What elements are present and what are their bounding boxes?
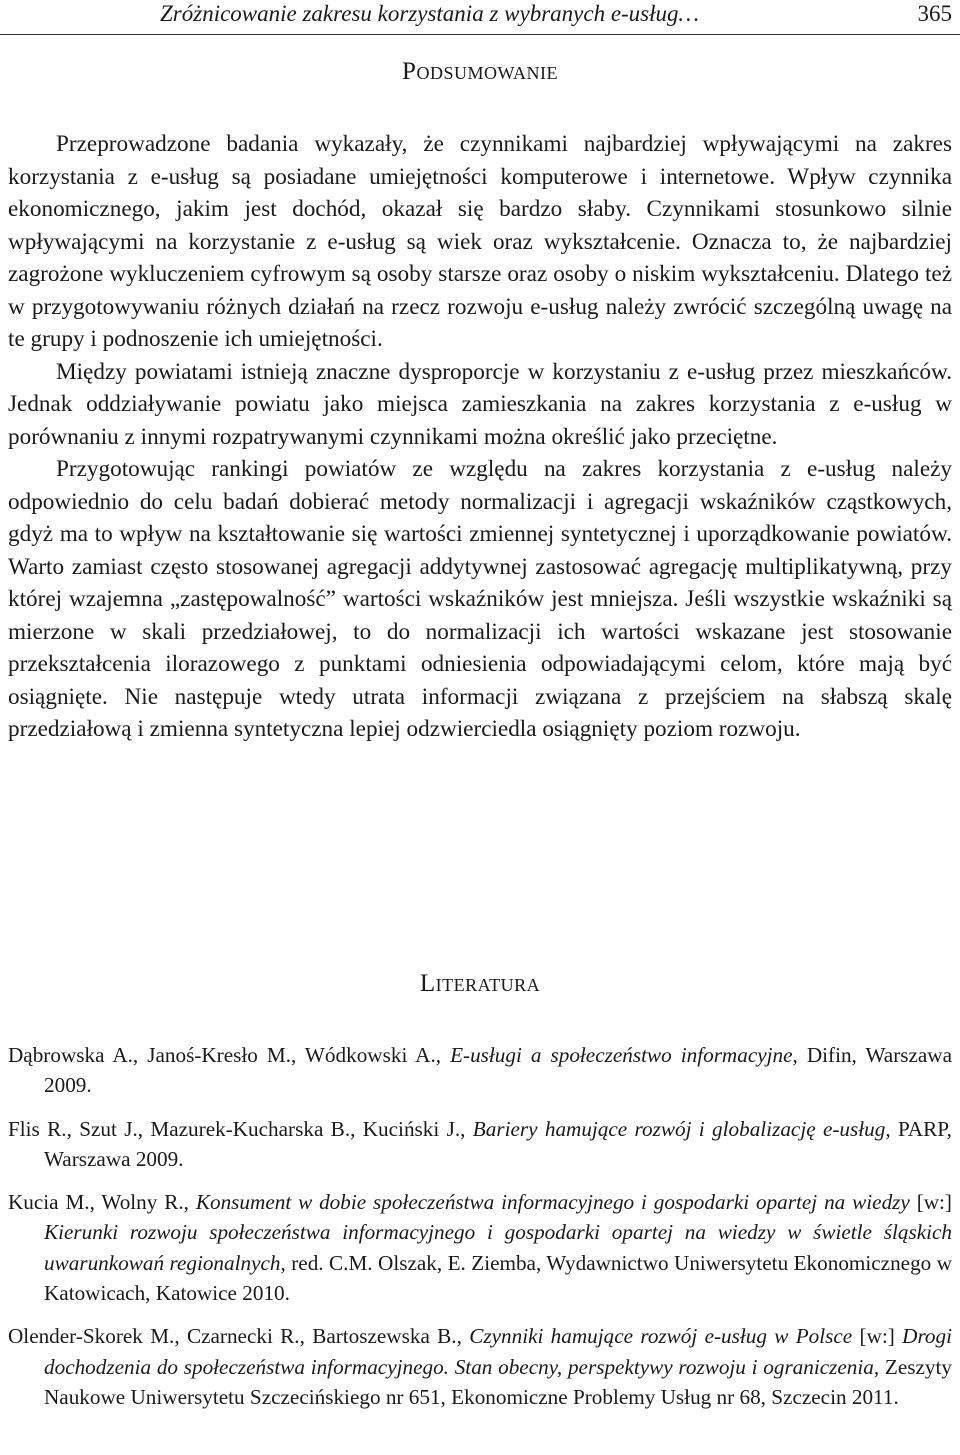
reference-details: , PARP, Warszawa 2009. [44,1116,952,1171]
reference-authors: Olender-Skorek M., Czarnecki R., Bartoszewska B., [8,1324,470,1349]
reference-title: Czynniki hamujące rozwój e-usług w Polsce [469,1324,853,1349]
summary-paragraph: Przeprowadzone badania wykazały, że czynnikami najbardziej wpływającymi na zakres korzystania z e-usług są posiadane umiejętności komputerowe i internetowe. Wpływ czynnika ekonomicznego, jakim jest dochód, okazał się bardzo słaby. Czynnikami stosunkowo silnie wpływającymi na korzystanie z e-usług są wiek oraz wykształcenie. Oznacza to, że najbardziej zagrożone wykluczeniem cyfrowym są osoby starsze oraz osoby o niskim wykształceniu. Dlatego też w przygotowywaniu różnych działań na rzecz rozwoju e-usług należy zwrócić szczególną uwagę na te grupy i podnoszenie ich umiejętności. [8,131,952,352]
page-number: 365 [917,1,952,26]
reference-details: , Difin, Warszawa 2009. [44,1043,953,1098]
reference-title: Konsument w dobie społeczeństwa informacyjnego i gospodarki opartej na wiedzy [195,1190,910,1215]
reference-item [8,1321,952,1412]
reference-book-title: Kierunki rozwoju społeczeństwa informacyjnego i gospodarki opartej na wiedzy w świetle śląskich uwarunkowań regionalnych [44,1220,952,1275]
summary-body [8,128,952,746]
literature-heading: Literatura [419,970,541,997]
reference-authors: Kucia M., Wolny R., [8,1190,196,1215]
summary-heading: Podsumowanie [402,58,558,85]
reference-connector: [w:] [852,1324,903,1349]
reference-item [8,1040,952,1101]
reference-item [8,1114,952,1175]
reference-details: , red. C.M. Olszak, E. Ziemba, Wydawnictwo Uniwersytetu Ekonomicznego w Katowicach, Katowice 2010. [44,1250,953,1306]
reference-authors: Dąbrowska A., Janoś-Kresło M., Wódkowski A., [8,1043,451,1067]
summary-paragraph: Między powiatami istnieją znaczne dysproporcje w korzystaniu z e-usług przez mieszkańców. Jednak oddziaływanie powiatu jako miejsca zamieszkania na zakres korzystania z e-usług w porównaniu z innymi rozpatrywanymi czynnikami można określić jako przeciętne. [8,358,952,450]
reference-title: Bariery hamujące rozwój i globalizację e-usług [472,1116,886,1141]
reference-authors: Flis R., Szut J., Mazurek-Kucharska B., Kuciński J., [8,1116,473,1141]
reference-connector: [w:] [909,1190,952,1215]
summary-paragraph: Przygotowując rankingi powiatów ze względu na zakres korzystania z e-usług należy odpowiednio do celu badań dobierać metody normalizacji i agregacji wskaźników cząstkowych, gdyż ma to wpływ na kształtowanie się wartości zmiennej syntetycznej i uporządkowanie powiatów. Warto zamiast często stosowanej agregacji addytywnej zastosować agregację multiplikatywną, przy której wzajemna „zastępowalność” wartości wskaźników jest mniejsza. Jeśli wszystkie wskaźniki są mierzone w skali przedziałowej, to do normalizacji ich wartości wskazane jest stosowanie przekształcenia ilorazowego z punktami odniesienia odpowiadającymi celom, które mają być osiągnięte. Nie następuje wtedy utrata informacji związana z przejściem na słabszą skalę przedziałową i zmienna syntetyczna lepiej odzwierciedla osiągnięty poziom rozwoju. [8,456,952,742]
reference-title: E-usługi a społeczeństwo informacyjne [450,1043,793,1067]
running-header [0,0,960,35]
reference-list [8,1040,952,1425]
running-title: Zróżnicowanie zakresu korzystania z wybranych e-usług… [160,1,699,26]
reference-details: , Zeszyty Naukowe Uniwersytetu Szczecińskiego nr 651, Ekonomiczne Problemy Usług nr 68, Szczecin 2011. [44,1354,952,1409]
reference-book-title: Drogi dochodzenia do społeczeństwa informacyjnego. Stan obecny, perspektywy rozwoju i ograniczenia [44,1324,952,1379]
reference-item [8,1187,952,1308]
